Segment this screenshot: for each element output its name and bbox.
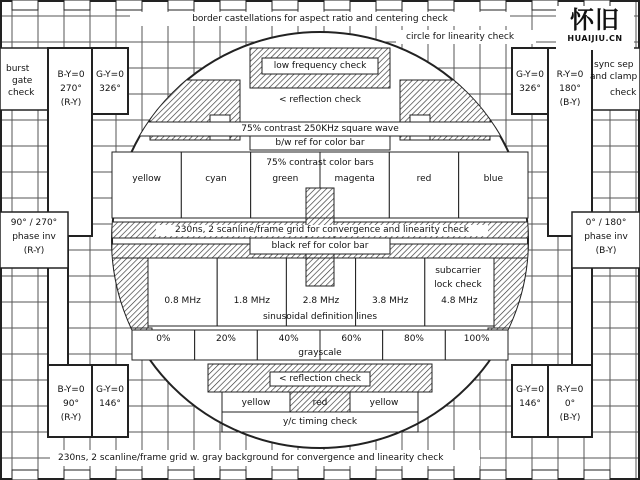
center-hatch-colorbars <box>306 188 334 218</box>
contrast-square-label: 75% contrast 250KHz square wave <box>241 124 399 134</box>
black-ref-label: black ref for color bar <box>271 241 369 251</box>
sinusoidal-label: sinusoidal definition lines <box>262 312 378 322</box>
color-bar-cell-5 <box>389 152 458 218</box>
phase-right-l1: 0° / 180° <box>585 218 627 228</box>
bw-ref-label: b/w ref for color bar <box>275 138 365 148</box>
ry0-180-l3: (B-Y) <box>559 98 581 108</box>
gray-label-1: 0% <box>156 334 171 344</box>
color-bar-label-6: blue <box>483 174 504 184</box>
gy0-146-right-l2: 146° <box>519 399 541 409</box>
gray-label-3: 40% <box>278 334 299 344</box>
burst-gate-l2: gate <box>12 76 33 86</box>
color-bars-title: 75% contrast color bars <box>266 158 374 168</box>
by0-270-l2: 270° <box>60 84 82 94</box>
subcarrier-l1: subcarrier <box>435 266 481 276</box>
freq-label-5: 4.8 MHz <box>441 296 478 306</box>
yc-timing-label: y/c timing check <box>282 417 358 427</box>
gray-label-4: 60% <box>341 334 362 344</box>
subcarrier-l2: lock check <box>434 280 482 290</box>
gy0-326-left-l2: 326° <box>99 84 121 94</box>
watermark-logo-domain: HUAIJIU.CN <box>567 34 623 43</box>
color-bar-label-4: magenta <box>334 174 375 184</box>
by0-90-l2: 90° <box>63 399 79 409</box>
grid-230-bottom-label: 230ns, 2 scanline/frame grid w. gray background for convergence and linearity check <box>58 453 444 463</box>
hatch-mid-right <box>494 258 530 328</box>
reflection-top-label: < reflection check <box>278 95 362 105</box>
grid-230-top-label: 230ns, 2 scanline/frame grid for convergence and linearity check <box>156 225 488 236</box>
phase-right-l3: (B-Y) <box>595 246 617 256</box>
gy0-146-left-l1: G-Y=0 <box>96 385 124 395</box>
grayscale-label: grayscale <box>298 348 342 358</box>
gy0-326-left-l1: G-Y=0 <box>96 70 124 80</box>
hatch-mid-left <box>112 258 148 328</box>
gy0-146-left-l2: 146° <box>99 399 121 409</box>
color-bar-cell-1 <box>112 152 181 218</box>
ry0-180-l1: R-Y=0 <box>556 70 584 80</box>
gy0-326-left-box <box>92 48 128 114</box>
freq-label-1: 0.8 MHz <box>164 296 201 306</box>
color-bar-label-2: cyan <box>205 174 227 184</box>
sync-sep-l2: and clamp <box>590 72 638 82</box>
ry0-180-l2: 180° <box>559 84 581 94</box>
watermark-logo <box>556 6 634 50</box>
ry0-0-l2: 0° <box>564 399 576 409</box>
sync-sep-l3: check <box>610 88 637 98</box>
gy0-326-right-box <box>512 48 548 114</box>
gy0-326-right-l2: 326° <box>519 84 541 94</box>
by0-90-l1: B-Y=0 <box>57 385 85 395</box>
phase-left-l1: 90° / 270° <box>10 218 58 228</box>
gy0-146-right-l1: G-Y=0 <box>516 385 544 395</box>
sync-sep-l1: sync sep <box>594 60 634 70</box>
burst-gate-l3: check <box>8 88 35 98</box>
gy0-326-right-l1: G-Y=0 <box>516 70 544 80</box>
low-frequency-label: low frequency check <box>273 61 367 71</box>
by0-90-l3: (R-Y) <box>60 413 82 423</box>
by0-270-l3: (R-Y) <box>60 98 82 108</box>
yc-bar-2: red <box>312 398 328 408</box>
gray-label-2: 20% <box>215 334 236 344</box>
phase-right-l2: phase inv <box>584 232 628 242</box>
freq-label-3: 2.8 MHz <box>302 296 340 306</box>
color-bar-label-1: yellow <box>132 174 162 184</box>
border-castellations-label: border castellations for aspect ratio and centering check <box>192 14 448 24</box>
phase-left-l3: (R-Y) <box>23 246 45 256</box>
circle-linearity-label: circle for linearity check <box>406 32 515 42</box>
ry0-0-l3: (B-Y) <box>559 413 581 423</box>
phase-left-l2: phase inv <box>12 232 56 242</box>
color-bar-label-3: green <box>272 174 299 184</box>
burst-gate-l1: burst <box>6 64 30 74</box>
center-hatch-freq <box>306 258 334 286</box>
reflection-bottom-label: < reflection check <box>278 374 362 384</box>
ry0-0-l1: R-Y=0 <box>556 385 584 395</box>
by0-270-l1: B-Y=0 <box>57 70 85 80</box>
color-bar-cell-2 <box>181 152 250 218</box>
freq-label-4: 3.8 MHz <box>371 296 409 306</box>
yc-bar-1: yellow <box>241 398 271 408</box>
yc-bar-3: yellow <box>369 398 399 408</box>
color-bar-label-5: red <box>416 174 432 184</box>
freq-label-2: 1.8 MHz <box>233 296 270 306</box>
gray-label-6: 100% <box>463 334 490 344</box>
gray-label-5: 80% <box>403 334 424 344</box>
watermark-logo-text: 怀旧 <box>570 6 620 34</box>
color-bar-cell-6 <box>459 152 528 218</box>
